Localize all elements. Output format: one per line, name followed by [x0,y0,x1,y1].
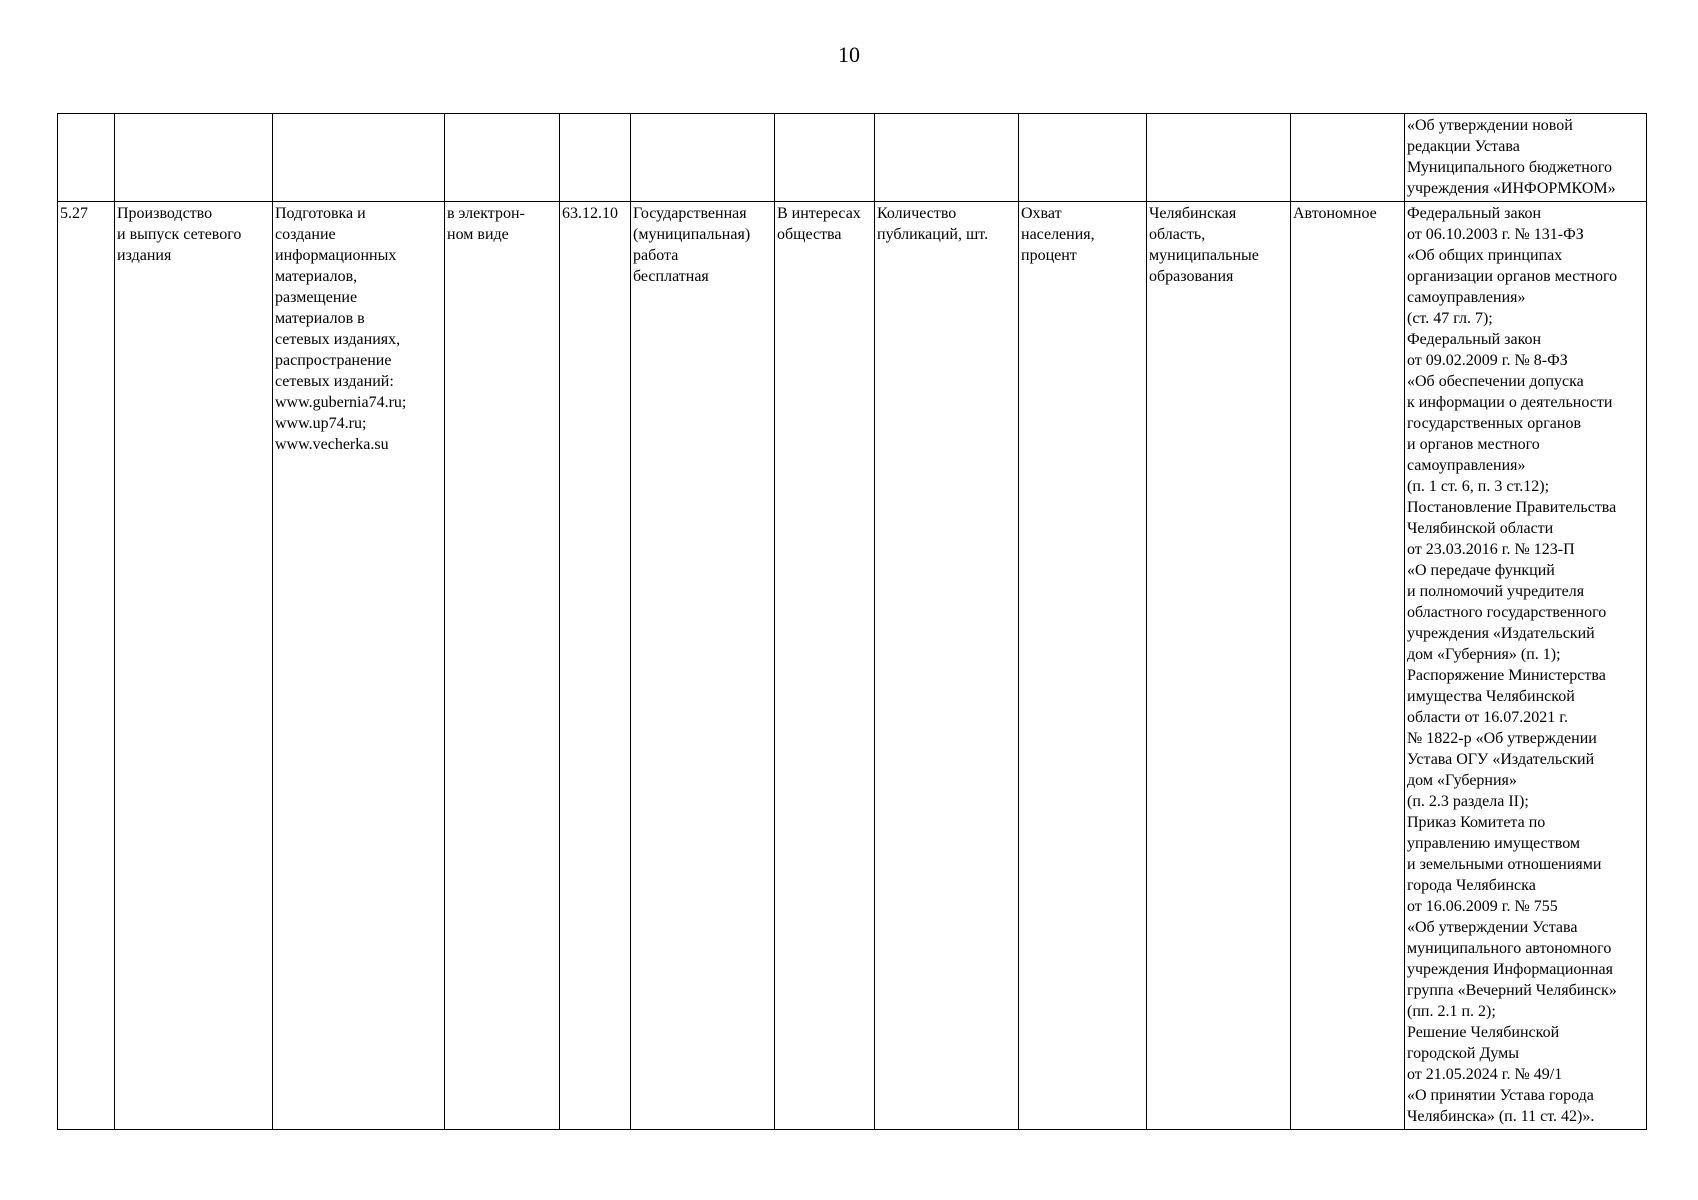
service-content-cell: Подготовка и создание информационных материалов, размещение материалов в сетевых изданиях, распространение сетевых изданий: www.gubernia74.ru; www.up74.ru; www.vecherka.su [273,202,445,1130]
table-cell [775,114,875,202]
table-cell [115,114,273,202]
table-cell [273,114,445,202]
volume-indicator-cell: Количество публикаций, шт. [875,202,1019,1130]
legal-basis-cell: Федеральный закон от 06.10.2003 г. № 131-ФЗ «Об общих принципах организации органов местного самоуправления» (ст. 47 гл. 7); Федеральный закон от 09.02.2009 г. № 8-ФЗ «Об обеспечении допуска к информации о деятельности государственных органов и органов местного самоуправления» (п. 1 ст. 6, п. 3 ст.12); Постановление Правительства Челябинской области от 23.03.2016 г. № 123-П «О передаче функций и полномочий учредителя областного государственного учреждения «Издательский дом «Губерния» (п. 1); Распоряжение Министерства имущества Челябинской области от 16.07.2021 г. № 1822-р «Об утверждении Устава ОГУ «Издательский дом «Губерния» (п. 2.3 раздела II); Приказ Комитета по управлению имуществом и земельными отношениями города Челябинска от 16.06.2009 г. № 755 «Об утверждении Устава муниципального автономного учреждения Информационная группа «Вечерний Челябинск» (пп. 2.1 п. 2); Решение Челябинской городской Думы от 21.05.2024 г. № 49/1 «О принятии Устава города Челябинска» (п. 11 ст. 42)». [1405,202,1647,1130]
table-cell [58,114,115,202]
interests-cell: В интересах общества [775,202,875,1130]
table-cell [1291,114,1405,202]
service-form-cell: в электрон- ном виде [445,202,560,1130]
okved-code-cell: 63.12.10 [560,202,631,1130]
table-cell [445,114,560,202]
table-cell [560,114,631,202]
table-row [58,202,1647,1130]
table-cell [1147,114,1291,202]
page-number: 10 [838,42,860,67]
quality-indicator-cell: Охват населения, процент [1019,202,1147,1130]
service-type-cell: Государственная (муниципальная) работа бесплатная [631,202,775,1130]
table-cell [1019,114,1147,202]
table-row-continuation [58,114,1647,202]
table-cell [875,114,1019,202]
row-number-cell: 5.27 [58,202,115,1130]
territory-cell: Челябинская область, муниципальные образования [1147,202,1291,1130]
institution-type-cell: Автономное [1291,202,1405,1130]
register-table [57,113,1647,1130]
service-name-cell: Производство и выпуск сетевого издания [115,202,273,1130]
legal-basis-continuation-cell: «Об утверждении новой редакции Устава Муниципального бюджетного учреждения «ИНФОРМКОМ» [1405,114,1647,202]
table-cell [631,114,775,202]
